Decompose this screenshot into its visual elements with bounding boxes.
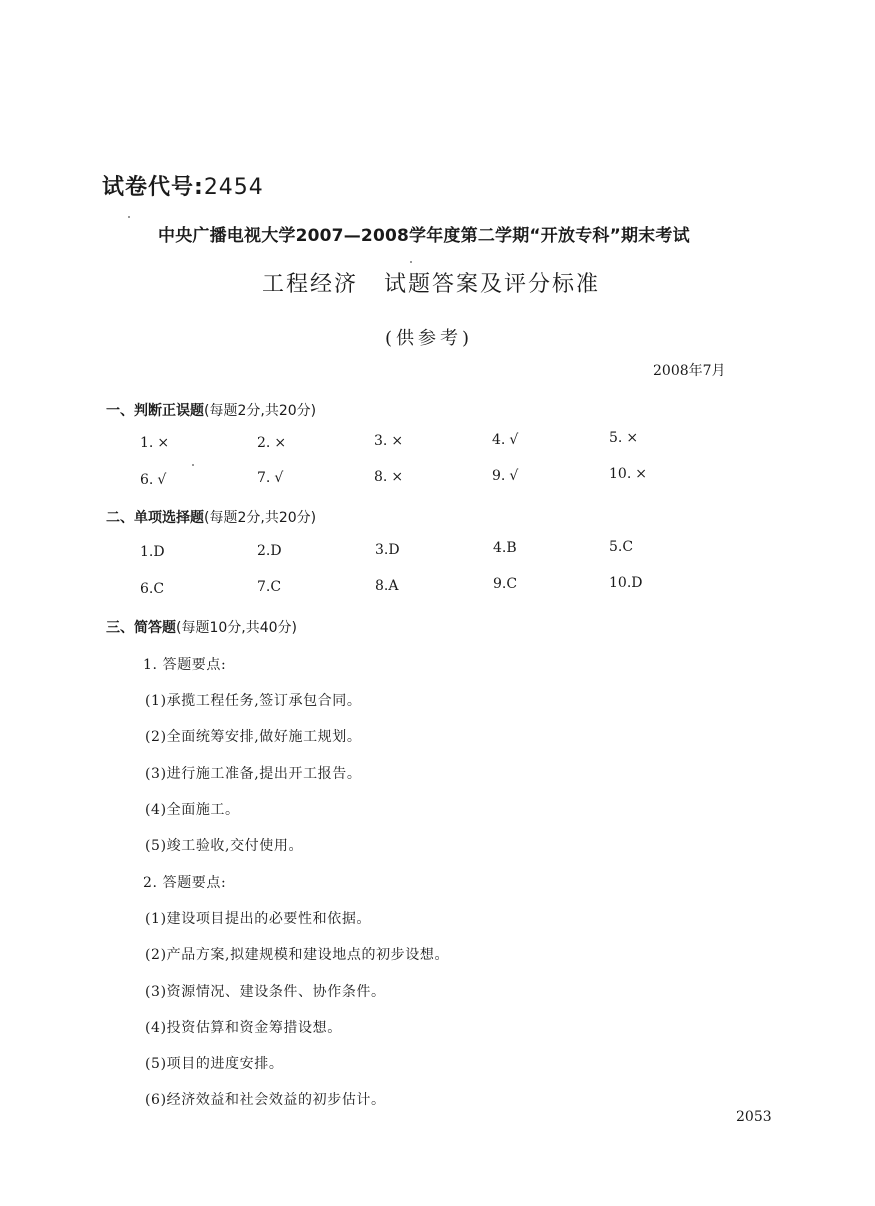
q1-point-1: (1)承揽工程任务,签订承包合同。 [145, 693, 362, 709]
q2-heading: 2. 答题要点: [143, 875, 227, 891]
cross-mark: × [157, 435, 170, 451]
q1-heading: 1. 答题要点: [143, 657, 227, 673]
exam-title: 中央广播电视大学2007—2008学年度第二学期“开放专科”期末考试 [158, 226, 690, 246]
s1-answer-9: 9. √ [492, 468, 519, 484]
cross-mark: × [274, 435, 287, 451]
s1-answer-6: 6. √ [140, 472, 167, 488]
s1-answer-1: 1. × [140, 435, 170, 451]
reference-note: (供参考) [385, 328, 474, 349]
section1-title: 一、判断正误题 [106, 403, 204, 419]
paper-code [102, 170, 264, 201]
doc-type: 试题答案及评分标准 [384, 272, 601, 297]
s1-answer-4: 4. √ [492, 432, 519, 448]
q1-point-2: (2)全面统筹安排,做好施工规划。 [145, 729, 362, 745]
section2-heading [106, 507, 316, 527]
s1-answer-3: 3. × [374, 433, 404, 449]
subject-name: 工程经济 [262, 272, 359, 297]
s1-answer-10: 10. × [609, 466, 647, 482]
q2-point-4: (4)投资估算和资金筹措设想。 [145, 1020, 342, 1036]
s2-answer-10: 10.D [609, 575, 643, 591]
q2-point-6: (6)经济效益和社会效益的初步估计。 [145, 1092, 386, 1108]
s1-answer-7: 7. √ [257, 470, 284, 486]
section3-scoring: (每题10分,共40分) [176, 620, 298, 636]
check-mark: √ [509, 468, 519, 484]
q2-point-3: (3)资源情况、建设条件、协作条件。 [145, 984, 386, 1000]
cross-mark: × [391, 469, 404, 485]
s2-answer-2: 2.D [257, 543, 282, 559]
s2-answer-6: 6.C [140, 581, 165, 597]
s2-answer-9: 9.C [493, 576, 518, 592]
section1-heading [106, 400, 316, 420]
q1-point-5: (5)竣工验收,交付使用。 [145, 838, 304, 854]
s1-answer-2: 2. × [257, 435, 287, 451]
s2-answer-4: 4.B [493, 540, 517, 556]
q2-point-5: (5)项目的进度安排。 [145, 1056, 284, 1072]
check-mark: √ [509, 432, 519, 448]
s2-answer-3: 3.D [375, 542, 400, 558]
cross-mark: × [391, 433, 404, 449]
exam-date: 2008年7月 [653, 363, 726, 379]
section2-scoring: (每题2分,共20分) [204, 510, 317, 526]
scan-speck [410, 261, 412, 263]
q2-point-1: (1)建设项目提出的必要性和依据。 [145, 911, 372, 927]
s2-answer-8: 8.A [375, 578, 399, 594]
check-mark: √ [157, 472, 167, 488]
s2-answer-5: 5.C [609, 539, 634, 555]
s2-answer-7: 7.C [257, 579, 282, 595]
q1-point-4: (4)全面施工。 [145, 802, 240, 818]
cross-mark: × [626, 430, 639, 446]
cross-mark: × [635, 466, 647, 482]
section1-scoring: (每题2分,共20分) [204, 403, 317, 419]
section3-heading [106, 617, 297, 637]
scan-speck [128, 216, 130, 218]
section3-title: 三、简答题 [106, 620, 176, 636]
scan-speck [192, 464, 194, 466]
check-mark: √ [274, 470, 284, 486]
s1-answer-5: 5. × [609, 430, 639, 446]
paper-code-value: 2454 [203, 175, 264, 200]
page-number: 2053 [736, 1109, 772, 1125]
q1-point-3: (3)进行施工准备,提出开工报告。 [145, 766, 362, 782]
paper-code-label: 试卷代号: [102, 175, 204, 200]
subject-title [262, 267, 600, 298]
s2-answer-1: 1.D [140, 544, 165, 560]
section2-title: 二、单项选择题 [106, 510, 204, 526]
q2-point-2: (2)产品方案,拟建规模和建设地点的初步设想。 [145, 947, 450, 963]
s1-answer-8: 8. × [374, 469, 404, 485]
